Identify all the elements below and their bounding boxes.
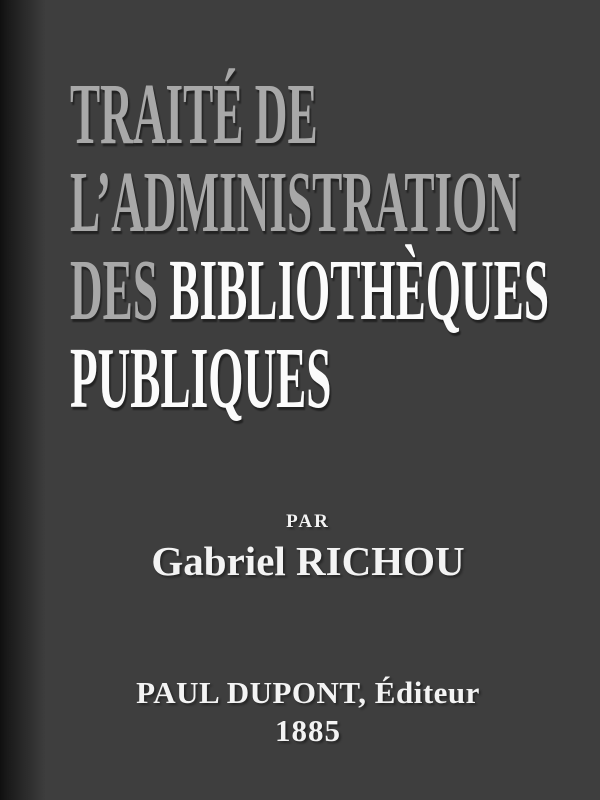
title-line-3 <box>70 241 549 338</box>
author-name: Gabriel RICHOU <box>151 538 465 584</box>
title-line-1: TRAITÉ DE <box>70 65 318 162</box>
publisher-name: PAUL DUPONT, Éditeur <box>136 675 480 710</box>
book-title <box>70 65 549 426</box>
title-line-4: PUBLIQUES <box>70 329 332 426</box>
title-line-3-muted: DES <box>70 241 159 338</box>
byline-label: PAR <box>286 511 330 532</box>
publication-year: 1885 <box>275 713 341 748</box>
title-line-2: L’ADMINISTRATION <box>70 153 520 250</box>
title-line-3-bright: BIBLIOTHÈQUES <box>169 241 549 338</box>
